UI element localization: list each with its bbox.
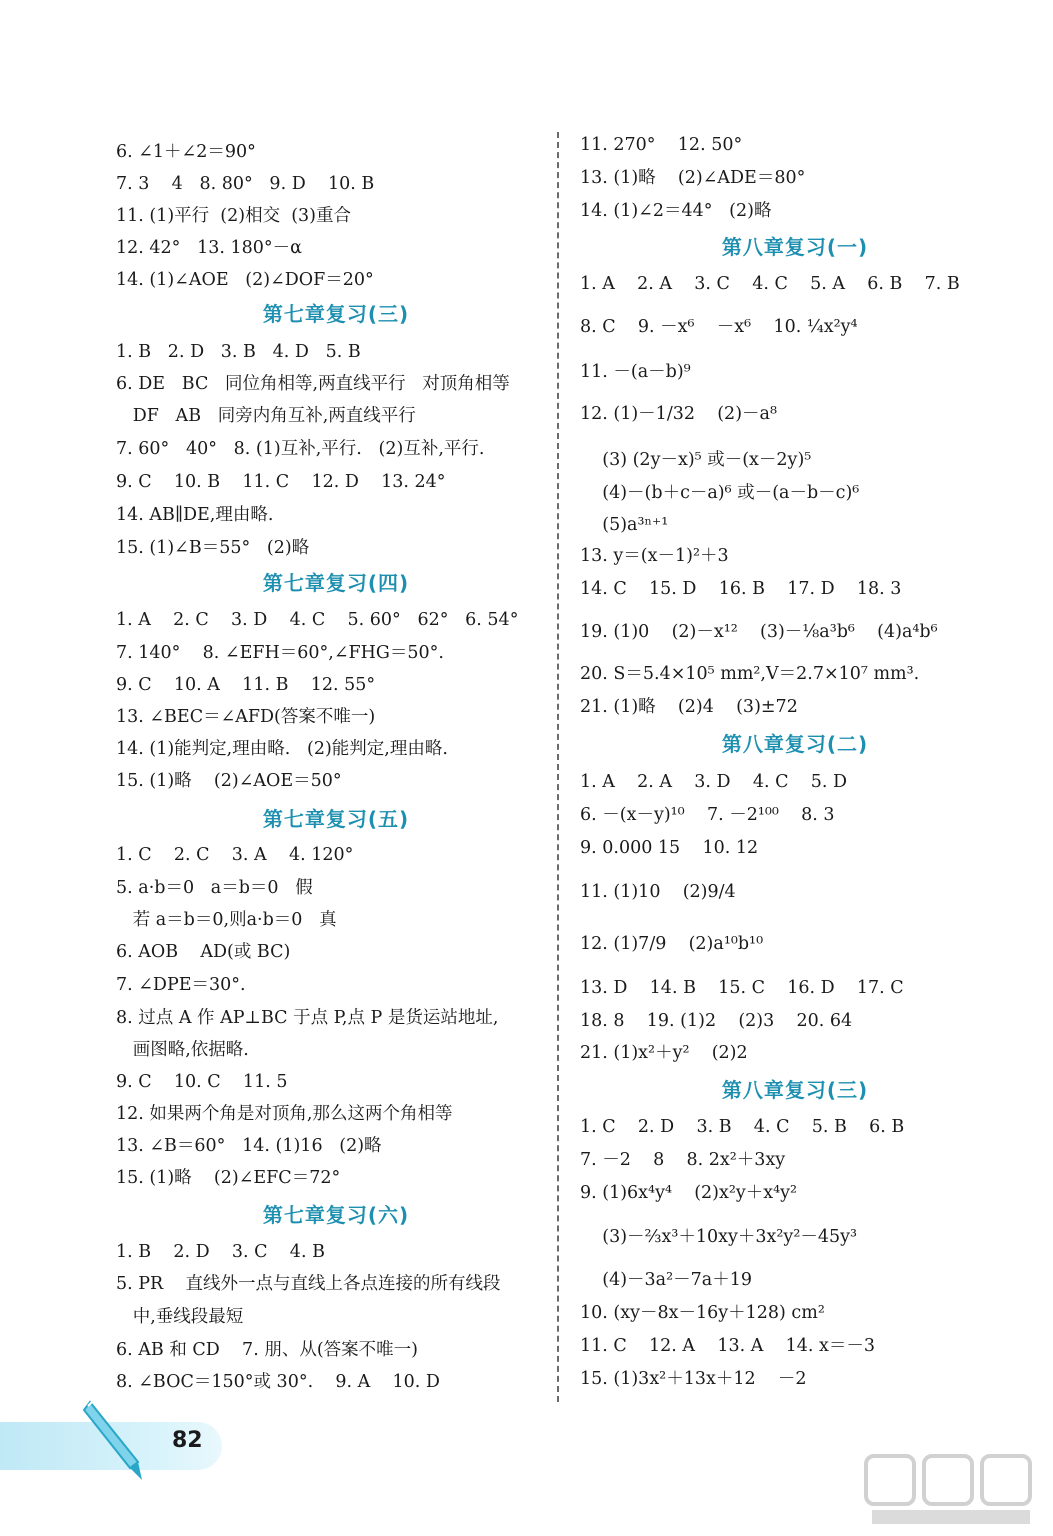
answer-line: 12. 如果两个角是对顶角,那么这两个角相等 bbox=[116, 1104, 453, 1124]
answer-line: 1. C 2. D 3. B 4. C 5. B 6. B bbox=[580, 1117, 905, 1137]
answer-line: 8. ∠BOC＝150°或 30°. 9. A 10. D bbox=[116, 1372, 440, 1392]
answer-line: 14. AB∥DE,理由略. bbox=[116, 505, 274, 525]
answer-line: 12. (1)7/9 (2)a¹⁰b¹⁰ bbox=[580, 934, 764, 954]
answer-line: 9. (1)6x⁴y⁴ (2)x²y＋x⁴y² bbox=[580, 1183, 798, 1203]
section-heading: 第七章复习(五) bbox=[262, 807, 410, 831]
answer-line: 6. AOB AD(或 BC) bbox=[116, 942, 291, 962]
answer-line: 21. (1)略 (2)4 (3)±72 bbox=[580, 697, 798, 717]
answer-line: 9. 0.000 15 10. 12 bbox=[580, 838, 759, 858]
answer-line: (3) (2y－x)⁵ 或－(x－2y)⁵ bbox=[580, 450, 812, 470]
answer-line: 9. C 10. C 11. 5 bbox=[116, 1072, 288, 1092]
section-heading: 第八章复习(一) bbox=[721, 235, 869, 259]
answer-line: 11. 270° 12. 50° bbox=[580, 135, 743, 155]
answer-line: 11. (1)10 (2)9/4 bbox=[580, 882, 736, 902]
answer-line: 10. (xy－8x－16y＋128) cm² bbox=[580, 1303, 825, 1323]
answer-line: (4)－(b＋c－a)⁶ 或－(a－b－c)⁶ bbox=[580, 483, 860, 503]
answer-line: 14. (1)∠AOE (2)∠DOF＝20° bbox=[116, 270, 374, 290]
pen-icon bbox=[82, 1396, 152, 1490]
answer-line: (4)－3a²－7a＋19 bbox=[580, 1270, 752, 1290]
answer-line: 14. C 15. D 16. B 17. D 18. 3 bbox=[580, 579, 902, 599]
answer-line: 11. C 12. A 13. A 14. x＝－3 bbox=[580, 1336, 875, 1356]
answer-line: 12. 42° 13. 180°－α bbox=[116, 238, 302, 258]
watermark-logo bbox=[862, 1448, 1042, 1532]
answer-line: DF AB 同旁内角互补,两直线平行 bbox=[116, 406, 416, 426]
answer-line: 13. ∠B＝60° 14. (1)16 (2)略 bbox=[116, 1136, 382, 1156]
answer-line: 19. (1)0 (2)－x¹² (3)－⅛a³b⁶ (4)a⁴b⁶ bbox=[580, 622, 938, 642]
answer-line: 7. 3 4 8. 80° 9. D 10. B bbox=[116, 174, 375, 194]
answer-line: 15. (1)∠B＝55° (2)略 bbox=[116, 538, 310, 558]
answer-line: 中,垂线段最短 bbox=[116, 1307, 244, 1327]
answer-line: 1. A 2. A 3. C 4. C 5. A 6. B 7. B bbox=[580, 274, 960, 294]
answer-line: 11. －(a－b)⁹ bbox=[580, 362, 691, 382]
section-heading: 第八章复习(二) bbox=[721, 732, 869, 756]
section-heading: 第七章复习(三) bbox=[262, 302, 410, 326]
answer-line: 21. (1)x²＋y² (2)2 bbox=[580, 1043, 748, 1063]
answer-line: 1. B 2. D 3. B 4. D 5. B bbox=[116, 342, 361, 362]
answer-line: 8. C 9. －x⁶ －x⁶ 10. ¼x²y⁴ bbox=[580, 317, 858, 337]
answer-line: 14. (1)能判定,理由略. (2)能判定,理由略. bbox=[116, 739, 448, 759]
answer-line: 7. 140° 8. ∠EFH＝60°,∠FHG＝50°. bbox=[116, 643, 444, 663]
answer-line: (3)－⅔x³＋10xy＋3x²y²－45y³ bbox=[580, 1227, 858, 1247]
answer-line: 7. －2 8 8. 2x²＋3xy bbox=[580, 1150, 786, 1170]
answer-line: 11. (1)平行 (2)相交 (3)重合 bbox=[116, 206, 352, 226]
answer-line: 8. 过点 A 作 AP⊥BC 于点 P,点 P 是货运站地址, bbox=[116, 1008, 499, 1028]
answer-line: 12. (1)－1/32 (2)－a⁸ bbox=[580, 404, 777, 424]
answer-line: 5. PR 直线外一点与直线上各点连接的所有线段 bbox=[116, 1274, 501, 1294]
answer-line: 若 a＝b＝0,则a·b＝0 真 bbox=[116, 910, 337, 930]
answer-line: 1. C 2. C 3. A 4. 120° bbox=[116, 845, 354, 865]
answer-line: 5. a·b＝0 a＝b＝0 假 bbox=[116, 878, 313, 898]
answer-line: 7. ∠DPE＝30°. bbox=[116, 975, 246, 995]
section-heading: 第七章复习(四) bbox=[262, 571, 410, 595]
answer-line: 1. B 2. D 3. C 4. B bbox=[116, 1242, 325, 1262]
answer-line: 6. AB 和 CD 7. 朋、从(答案不唯一) bbox=[116, 1340, 418, 1360]
answer-line: 15. (1)3x²＋13x＋12 －2 bbox=[580, 1369, 807, 1389]
answer-line: 9. C 10. B 11. C 12. D 13. 24° bbox=[116, 472, 446, 492]
page-number: 82 bbox=[172, 1428, 203, 1453]
column-divider bbox=[557, 132, 559, 1402]
answer-line: 13. D 14. B 15. C 16. D 17. C bbox=[580, 978, 904, 998]
answer-line: 14. (1)∠2＝44° (2)略 bbox=[580, 201, 772, 221]
answer-line: 20. S＝5.4×10⁵ mm²,V＝2.7×10⁷ mm³. bbox=[580, 664, 920, 684]
answer-line: 1. A 2. A 3. D 4. C 5. D bbox=[580, 772, 848, 792]
answer-line: 15. (1)略 (2)∠AOE＝50° bbox=[116, 771, 342, 791]
answer-line: 7. 60° 40° 8. (1)互补,平行. (2)互补,平行. bbox=[116, 439, 485, 459]
answer-line: 6. ∠1＋∠2＝90° bbox=[116, 142, 256, 162]
answer-line: 13. ∠BEC＝∠AFD(答案不唯一) bbox=[116, 707, 376, 727]
answer-line: 9. C 10. A 11. B 12. 55° bbox=[116, 675, 376, 695]
section-heading: 第七章复习(六) bbox=[262, 1203, 410, 1227]
answer-line: 6. －(x－y)¹⁰ 7. －2¹⁰⁰ 8. 3 bbox=[580, 805, 835, 825]
answer-line: 6. DE BC 同位角相等,两直线平行 对顶角相等 bbox=[116, 374, 510, 394]
answer-line: 1. A 2. C 3. D 4. C 5. 60° 62° 6. 54° bbox=[116, 610, 519, 630]
answer-line: 13. (1)略 (2)∠ADE＝80° bbox=[580, 168, 806, 188]
answer-line: (5)a³ⁿ⁺¹ bbox=[580, 515, 669, 535]
answer-line: 13. y＝(x－1)²＋3 bbox=[580, 546, 729, 566]
answer-line: 18. 8 19. (1)2 (2)3 20. 64 bbox=[580, 1011, 853, 1031]
answer-line: 画图略,依据略. bbox=[116, 1040, 249, 1060]
answer-line: 15. (1)略 (2)∠EFC＝72° bbox=[116, 1168, 341, 1188]
section-heading: 第八章复习(三) bbox=[721, 1078, 869, 1102]
